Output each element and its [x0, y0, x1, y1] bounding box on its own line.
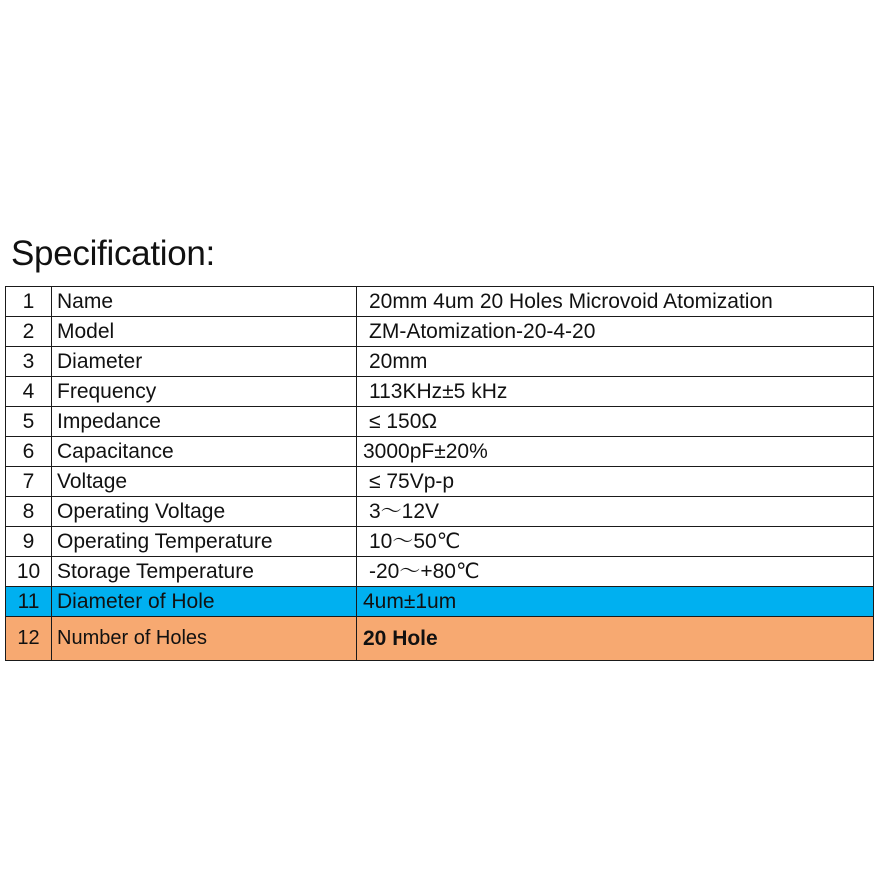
table-row [6, 317, 874, 347]
table-row [6, 527, 874, 557]
row-number: 5 [6, 407, 52, 437]
table-row [6, 287, 874, 317]
spec-value: 3～12V [357, 497, 874, 527]
spec-value: 20mm [357, 347, 874, 377]
table-row [6, 467, 874, 497]
spec-value: ≤ 75Vp-p [357, 467, 874, 497]
spec-name: Model [52, 317, 357, 347]
spec-name: Voltage [52, 467, 357, 497]
spec-value: 113KHz±5 kHz [357, 377, 874, 407]
spec-name: Operating Voltage [52, 497, 357, 527]
row-number: 3 [6, 347, 52, 377]
spec-name: Frequency [52, 377, 357, 407]
spec-name: Operating Temperature [52, 527, 357, 557]
table-row [6, 347, 874, 377]
page-title: Specification: [11, 234, 215, 273]
spec-name: Number of Holes [52, 617, 357, 661]
spec-value: 4um±1um [357, 587, 874, 617]
spec-value: 20mm 4um 20 Holes Microvoid Atomization [357, 287, 874, 317]
spec-value: 10～50℃ [357, 527, 874, 557]
table-row [6, 497, 874, 527]
row-number: 9 [6, 527, 52, 557]
spec-name: Name [52, 287, 357, 317]
table-row-highlighted [6, 587, 874, 617]
spec-table [5, 286, 874, 661]
spec-value: 20 Hole [357, 617, 874, 661]
spec-value: ZM-Atomization-20-4-20 [357, 317, 874, 347]
spec-name: Impedance [52, 407, 357, 437]
table-row-highlighted [6, 617, 874, 661]
row-number: 2 [6, 317, 52, 347]
row-number: 8 [6, 497, 52, 527]
row-number: 11 [6, 587, 52, 617]
row-number: 12 [6, 617, 52, 661]
row-number: 4 [6, 377, 52, 407]
row-number: 1 [6, 287, 52, 317]
table-row [6, 557, 874, 587]
spec-name: Storage Temperature [52, 557, 357, 587]
table-row [6, 377, 874, 407]
spec-value: 3000pF±20% [357, 437, 874, 467]
table-row [6, 437, 874, 467]
spec-name: Capacitance [52, 437, 357, 467]
spec-name: Diameter [52, 347, 357, 377]
spec-value: -20～+80℃ [357, 557, 874, 587]
spec-name: Diameter of Hole [52, 587, 357, 617]
row-number: 10 [6, 557, 52, 587]
spec-value: ≤ 150Ω [357, 407, 874, 437]
table-row [6, 407, 874, 437]
row-number: 7 [6, 467, 52, 497]
row-number: 6 [6, 437, 52, 467]
